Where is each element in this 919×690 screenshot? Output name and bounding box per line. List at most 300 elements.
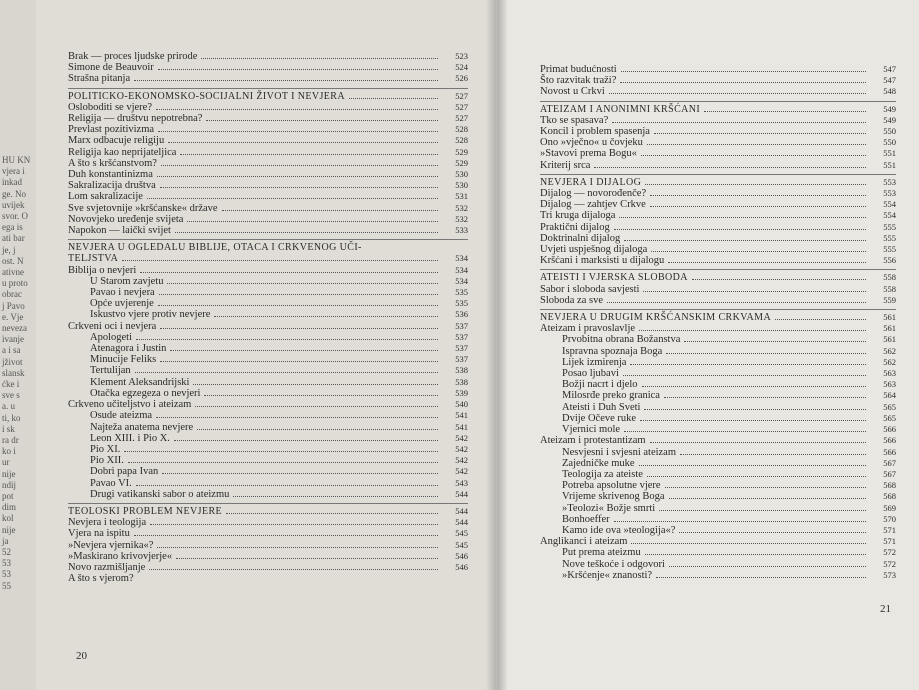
dot-leader — [128, 462, 438, 463]
toc-entry — [540, 559, 896, 570]
toc-entry-title: Primat budućnosti — [540, 64, 617, 75]
toc-entry-title: »Teolozi« Božje smrti — [562, 502, 656, 514]
toc-entry-title: Lijek izmirenja — [562, 356, 627, 368]
toc-page-number: 561 — [883, 323, 896, 334]
toc-entry — [68, 51, 468, 62]
left-page — [36, 0, 496, 690]
underlying-text-fragment: ko i — [2, 446, 16, 457]
dot-leader — [645, 554, 866, 555]
section-separator — [540, 174, 896, 175]
dot-leader — [639, 465, 866, 466]
toc-entry — [68, 478, 468, 489]
underlying-text-fragment: inkad — [2, 177, 22, 188]
dot-leader — [624, 431, 866, 432]
toc-entry-title: Prvobitna obrana Božanstva — [562, 334, 681, 346]
toc-entry — [68, 287, 468, 298]
toc-page-number: 569 — [883, 502, 896, 513]
underlying-text-fragment: a. u — [2, 401, 15, 412]
toc-entry — [68, 135, 468, 146]
toc-entry — [68, 124, 468, 135]
toc-page-number: 565 — [883, 401, 896, 412]
toc-entry — [540, 115, 896, 126]
dot-leader — [668, 262, 866, 263]
toc-entry-title: Opće uvjerenje — [90, 298, 154, 310]
toc-entry — [68, 191, 468, 202]
dot-leader — [158, 69, 438, 70]
toc-page-number: 527 — [455, 90, 468, 101]
underlying-text-fragment: dim — [2, 502, 17, 513]
toc-entry — [68, 466, 468, 477]
underlying-text-fragment: jživot — [2, 356, 23, 367]
toc-page-number: 547 — [883, 75, 896, 86]
toc-entry-title: TELJSTVA — [68, 253, 119, 265]
toc-page-number: 553 — [883, 188, 896, 199]
toc-entry — [68, 528, 468, 539]
toc-page-number: 542 — [455, 443, 468, 454]
dot-leader — [621, 71, 866, 72]
toc-page-number: 533 — [455, 225, 468, 236]
toc-page-number: 555 — [883, 221, 896, 232]
toc-entry-title: Dijalog — novorođenče? — [540, 188, 647, 200]
dot-leader — [222, 210, 438, 211]
toc-entry-title: Božji nacrt i djelo — [562, 379, 638, 391]
toc-entry — [68, 433, 468, 444]
dot-leader — [156, 109, 438, 110]
toc-entry — [68, 455, 468, 466]
toc-entry — [540, 160, 896, 171]
toc-page-number: 538 — [455, 376, 468, 387]
toc-page-number: 550 — [883, 137, 896, 148]
toc-page-number: 566 — [883, 424, 896, 435]
toc-page-number: 555 — [883, 232, 896, 243]
toc-entry — [540, 390, 896, 401]
toc-page-number: 528 — [455, 124, 468, 135]
toc-entry-title: Tko se spasava? — [540, 114, 609, 126]
toc-page-number: 534 — [455, 264, 468, 275]
dot-leader — [614, 229, 866, 230]
toc-entry — [68, 203, 468, 214]
toc-entry — [68, 343, 468, 354]
toc-entry — [68, 388, 468, 399]
toc-entry-title: Nove teškoće i odgovori — [562, 558, 665, 570]
toc-page-number: 571 — [883, 524, 896, 535]
toc-page-number: 556 — [883, 255, 896, 266]
toc-page-number: 536 — [455, 309, 468, 320]
toc-page-number: 554 — [883, 210, 896, 221]
toc-entry — [68, 377, 468, 388]
toc-page-number: 562 — [883, 345, 896, 356]
book-gutter — [486, 0, 508, 690]
toc-entry-title: Zajedničke muke — [562, 457, 635, 469]
dot-leader — [147, 198, 438, 199]
section-separator — [68, 239, 468, 240]
toc-entry-title: A što s vjerom? — [68, 573, 134, 585]
dot-leader — [135, 372, 438, 373]
dot-leader — [669, 498, 866, 499]
underlying-text-fragment: ge. No — [2, 188, 26, 199]
toc-entry — [540, 469, 896, 480]
toc-entry — [540, 334, 896, 345]
toc-page-number: 535 — [455, 287, 468, 298]
toc-entry — [68, 265, 468, 276]
dot-leader — [650, 195, 866, 196]
toc-page-number: 537 — [455, 354, 468, 365]
toc-entry-title: Iskustvo vjere protiv nevjere — [90, 309, 211, 321]
toc-section-heading — [540, 104, 896, 115]
toc-entry-title: Dobri papa Ivan — [90, 466, 159, 478]
toc-entry — [540, 148, 896, 159]
page-number-right: 21 — [880, 603, 891, 615]
toc-entry-title: Pavao i nevjera — [90, 287, 155, 299]
dot-leader — [666, 353, 866, 354]
dot-leader — [214, 316, 438, 317]
toc-entry — [540, 458, 896, 469]
dot-leader — [136, 339, 438, 340]
toc-entry-title: Otačka egzegeza o nevjeri — [90, 387, 201, 399]
toc-page-number: 563 — [883, 368, 896, 379]
toc-entry-title: Religija — društvu nepotrebna? — [68, 113, 203, 125]
toc-page-number: 535 — [455, 298, 468, 309]
toc-entry — [68, 225, 468, 236]
dot-leader — [204, 395, 438, 396]
dot-leader — [170, 350, 438, 351]
toc-page-number: 532 — [455, 213, 468, 224]
toc-page-number: 572 — [883, 558, 896, 569]
underlying-text-fragment: 53 — [2, 569, 11, 580]
dot-leader — [644, 409, 866, 410]
dot-leader — [158, 131, 438, 132]
dot-leader — [692, 279, 866, 280]
toc-entry-title: Duh konstantinizma — [68, 169, 153, 181]
toc-page-number: 566 — [883, 446, 896, 457]
toc-entry — [540, 323, 896, 334]
toc-entry-title: Novovjeko uređenje svijeta — [68, 213, 184, 225]
toc-page-number: 559 — [883, 294, 896, 305]
dot-leader — [158, 305, 438, 306]
toc-entry — [68, 517, 468, 528]
toc-entry-title: Lom sakralizacije — [68, 191, 143, 203]
toc-entry — [68, 169, 468, 180]
toc-entry-title: U Starom zavjetu — [90, 275, 164, 287]
toc-entry-title: Pio XI. — [90, 443, 121, 455]
toc-entry — [540, 435, 896, 446]
toc-entry-title: Put prema ateizmu — [562, 547, 641, 559]
dot-leader — [175, 232, 438, 233]
toc-page-number: 544 — [455, 517, 468, 528]
toc-entry-title: Religija kao neprijateljica — [68, 146, 177, 158]
dot-leader — [136, 485, 438, 486]
toc-entry-title: NEVJERA U DRUGIM KRŠĆANSKIM CRKVAMA — [540, 312, 772, 324]
toc-entry — [68, 354, 468, 365]
toc-entry-title: Vjernici mole — [562, 424, 621, 436]
toc-entry — [68, 410, 468, 421]
dot-leader — [124, 451, 438, 452]
toc-entry-title: Uvjeti uspješnog dijaloga — [540, 244, 648, 256]
toc-entry — [540, 137, 896, 148]
toc-page-number: 548 — [883, 86, 896, 97]
toc-page-number: 544 — [455, 505, 468, 516]
toc-entry-title: Ateisti i Duh Sveti — [562, 401, 641, 413]
dot-leader — [609, 93, 866, 94]
toc-page-number: 544 — [455, 488, 468, 499]
toc-entry-title: Kriterij srca — [540, 159, 591, 171]
toc-entry-title: POLITICKO-EKONOMSKO-SOCIJALNI ŽIVOT I NEVJERA — [68, 90, 345, 102]
toc-entry — [540, 514, 896, 525]
toc-entry — [68, 180, 468, 191]
toc-entry — [540, 86, 896, 97]
dot-leader — [651, 251, 866, 252]
underlying-text-fragment: j Pavo — [2, 300, 25, 311]
toc-entry — [540, 244, 896, 255]
toc-entry — [68, 147, 468, 158]
toc-entry-title: Tertulijan — [90, 365, 131, 377]
toc-page-number: 553 — [883, 176, 896, 187]
toc-page-number: 540 — [455, 399, 468, 410]
toc-entry — [540, 188, 896, 199]
toc-entry — [540, 491, 896, 502]
toc-entry — [68, 298, 468, 309]
toc-entry-title: Ateizam i protestantizam — [540, 435, 646, 447]
toc-page-number: 537 — [455, 343, 468, 354]
dot-leader — [643, 291, 866, 292]
toc-entry — [68, 489, 468, 500]
toc-section-heading — [68, 91, 468, 102]
underlying-text-fragment: 53 — [2, 558, 11, 569]
dot-leader — [614, 521, 866, 522]
toc-page-number: 564 — [883, 390, 896, 401]
toc-entry — [540, 199, 896, 210]
toc-entry-title: Ateizam i pravoslavlje — [540, 323, 636, 335]
toc-page-number: 566 — [883, 435, 896, 446]
toc-page-number: 530 — [455, 180, 468, 191]
toc-page-number: 551 — [883, 148, 896, 159]
toc-page-number: 568 — [883, 480, 896, 491]
toc-entry — [68, 332, 468, 343]
toc-entry — [540, 368, 896, 379]
section-separator — [540, 309, 896, 310]
toc-entry — [540, 424, 896, 435]
dot-leader — [620, 82, 866, 83]
toc-entry — [68, 62, 468, 73]
toc-page-number: 539 — [455, 387, 468, 398]
toc-entry — [68, 551, 468, 562]
toc-entry-title: Vrijeme skrivenog Boga — [562, 491, 665, 503]
toc-page-number: 526 — [455, 73, 468, 84]
toc-entry-title: NEVJERA U OGLEDALU BIBLIJE, OTACA I CRKVENOG UČI- — [68, 242, 362, 254]
toc-entry — [68, 444, 468, 455]
toc-entry — [68, 321, 468, 332]
underlying-text-fragment: ati bar — [2, 233, 25, 244]
dot-leader — [226, 513, 438, 514]
dot-leader — [159, 294, 438, 295]
toc-page-number: 537 — [455, 320, 468, 331]
dot-leader — [630, 364, 866, 365]
toc-entry — [540, 570, 896, 581]
toc-page-number: 537 — [455, 331, 468, 342]
dot-leader — [156, 417, 438, 418]
underlying-text-fragment: a i sa — [2, 345, 21, 356]
dot-leader — [664, 397, 866, 398]
toc-entry — [68, 158, 468, 169]
dot-leader — [665, 487, 866, 488]
toc-entry — [540, 536, 896, 547]
toc-entry — [540, 447, 896, 458]
toc-page-number: 572 — [883, 547, 896, 558]
toc-entry-title: Minucije Feliks — [90, 354, 157, 366]
dot-leader — [623, 375, 866, 376]
toc-entry-title: Najteža anatema nevjere — [90, 421, 194, 433]
toc-entry — [540, 255, 896, 266]
toc-entry-title: Marx odbacuje religiju — [68, 135, 165, 147]
toc-entry-title: Dijalog — zahtjev Crkve — [540, 199, 646, 211]
underlying-text-fragment: ja — [2, 535, 9, 546]
toc-entry-title: Doktrinalni dijalog — [540, 232, 621, 244]
dot-leader — [639, 330, 866, 331]
toc-page-number: 567 — [883, 457, 896, 468]
toc-entry — [540, 210, 896, 221]
toc-page-number: 524 — [455, 62, 468, 73]
dot-leader — [650, 206, 866, 207]
dot-leader — [162, 473, 438, 474]
toc-entry-title: Pio XII. — [90, 455, 124, 467]
dot-leader — [624, 240, 866, 241]
toc-entry — [540, 64, 896, 75]
toc-entry-title: Potreba apsolutne vjere — [562, 480, 661, 492]
toc-page-number: 541 — [455, 410, 468, 421]
toc-page-number: 549 — [883, 103, 896, 114]
toc-page-number: 561 — [883, 312, 896, 323]
underlying-text-fragment: je, j — [2, 244, 16, 255]
section-separator — [540, 101, 896, 102]
underlying-text-fragment: ativne — [2, 267, 24, 277]
toc-page-number: 529 — [455, 146, 468, 157]
dot-leader — [654, 133, 866, 134]
page-number-left: 20 — [76, 650, 87, 662]
dot-leader — [174, 440, 438, 441]
underlying-text-fragment: kol — [2, 513, 14, 524]
toc-page-number: 554 — [883, 199, 896, 210]
toc-entry — [68, 276, 468, 287]
toc-entry-title: Atenagora i Justin — [90, 343, 167, 355]
toc-page-number: 545 — [455, 539, 468, 550]
toc-entry — [540, 126, 896, 137]
toc-entry-title: Prevlast pozitivizma — [68, 124, 155, 136]
dot-leader — [160, 187, 438, 188]
toc-right — [540, 64, 896, 581]
toc-entry — [540, 525, 896, 536]
toc-entry-title: Praktični dijalog — [540, 221, 610, 233]
toc-page-number: 546 — [455, 550, 468, 561]
toc-entry-title: Posao ljubavi — [562, 368, 619, 380]
underlying-text-fragment: uvijek — [2, 199, 25, 210]
toc-page-number: 567 — [883, 468, 896, 479]
toc-page-number: 573 — [883, 569, 896, 580]
toc-entry-title: Brak — proces ljudske prirode — [68, 51, 198, 62]
toc-entry — [540, 379, 896, 390]
dot-leader — [704, 111, 866, 112]
dot-leader — [642, 386, 866, 387]
toc-entry-title: Nevjera i teologija — [68, 517, 147, 529]
toc-entry-title: Klement Aleksandrijski — [90, 376, 190, 388]
toc-entry — [68, 73, 468, 84]
toc-page-number: 562 — [883, 356, 896, 367]
dot-leader — [134, 80, 438, 81]
toc-entry-title: Što razvitak traži? — [540, 75, 617, 87]
toc-entry-title: Sve svjetovnije »kršćanske« države — [68, 202, 218, 214]
toc-entry-title: »Stavovi prema Bogu« — [540, 148, 637, 160]
toc-page-number: 555 — [883, 244, 896, 255]
toc-page-number: 542 — [455, 466, 468, 477]
toc-entry — [540, 480, 896, 491]
section-separator — [540, 269, 896, 270]
toc-entry-title: Biblija o nevjeri — [68, 264, 137, 276]
toc-entry-title: Crkveno učiteljstvo i ateizam — [68, 399, 192, 411]
underlying-text-fragment: ost. N — [2, 255, 24, 266]
toc-entry-title: Crkveni oci i nevjera — [68, 320, 157, 332]
dot-leader — [168, 142, 438, 143]
toc-entry — [68, 422, 468, 433]
toc-entry-title: Kamo ide ova »teologija«? — [562, 524, 676, 536]
toc-entry-title: NEVJERA I DIJALOG — [540, 176, 642, 188]
dot-leader — [157, 547, 438, 548]
toc-entry-title: Sakralizacija društva — [68, 180, 156, 192]
toc-page-number: 549 — [883, 114, 896, 125]
toc-entry — [540, 284, 896, 295]
underlying-text-fragment: nije — [2, 468, 16, 479]
underlying-text-fragment: i sk — [2, 423, 15, 434]
toc-entry — [68, 365, 468, 376]
toc-entry-title: Simone de Beauvoir — [68, 62, 154, 74]
dot-leader — [775, 319, 866, 320]
toc-page-number: 550 — [883, 126, 896, 137]
section-separator — [68, 503, 468, 504]
dot-leader — [607, 302, 866, 303]
toc-entry — [68, 113, 468, 124]
toc-entry-title: Ispravna spoznaja Boga — [562, 345, 663, 357]
dot-leader — [647, 144, 866, 145]
toc-entry-title: Anglikanci i ateizam — [540, 536, 628, 548]
toc-entry-title: »Maskirano krivovjerje« — [68, 550, 173, 562]
toc-entry — [68, 102, 468, 113]
toc-entry-title: Apologeti — [90, 331, 132, 343]
toc-page-number: 528 — [455, 135, 468, 146]
toc-entry-title: Ono »vječno« u čovjeku — [540, 137, 643, 149]
dot-leader — [645, 184, 866, 185]
toc-page-number: 546 — [455, 561, 468, 572]
toc-entry-title: ATEISTI I VJERSKA SLOBODA — [540, 272, 688, 284]
toc-page-number: 568 — [883, 491, 896, 502]
underlying-text-fragment: pot — [2, 491, 14, 501]
underlying-text-fragment: ndij — [2, 479, 17, 490]
toc-page-number: 538 — [455, 365, 468, 376]
underlying-text-fragment: slansk — [2, 367, 25, 378]
underlying-text-fragment: HU KN — [2, 155, 31, 165]
toc-page-number: 563 — [883, 379, 896, 390]
toc-entry-title: A što s kršćanstvom? — [68, 157, 157, 169]
dot-leader — [187, 221, 438, 222]
toc-entry — [68, 309, 468, 320]
underlying-text-fragment: vjera i — [2, 166, 25, 177]
toc-section-heading — [68, 506, 468, 517]
toc-entry — [540, 233, 896, 244]
toc-page-number: 545 — [455, 528, 468, 539]
underlying-text-fragment: nije — [2, 524, 16, 535]
dot-leader — [647, 476, 866, 477]
dot-leader — [612, 122, 866, 123]
toc-page-number: 565 — [883, 412, 896, 423]
underlying-text-fragment: ur — [2, 457, 10, 468]
toc-entry-title: TEOLOSKI PROBLEM NEVJERE — [68, 505, 223, 517]
